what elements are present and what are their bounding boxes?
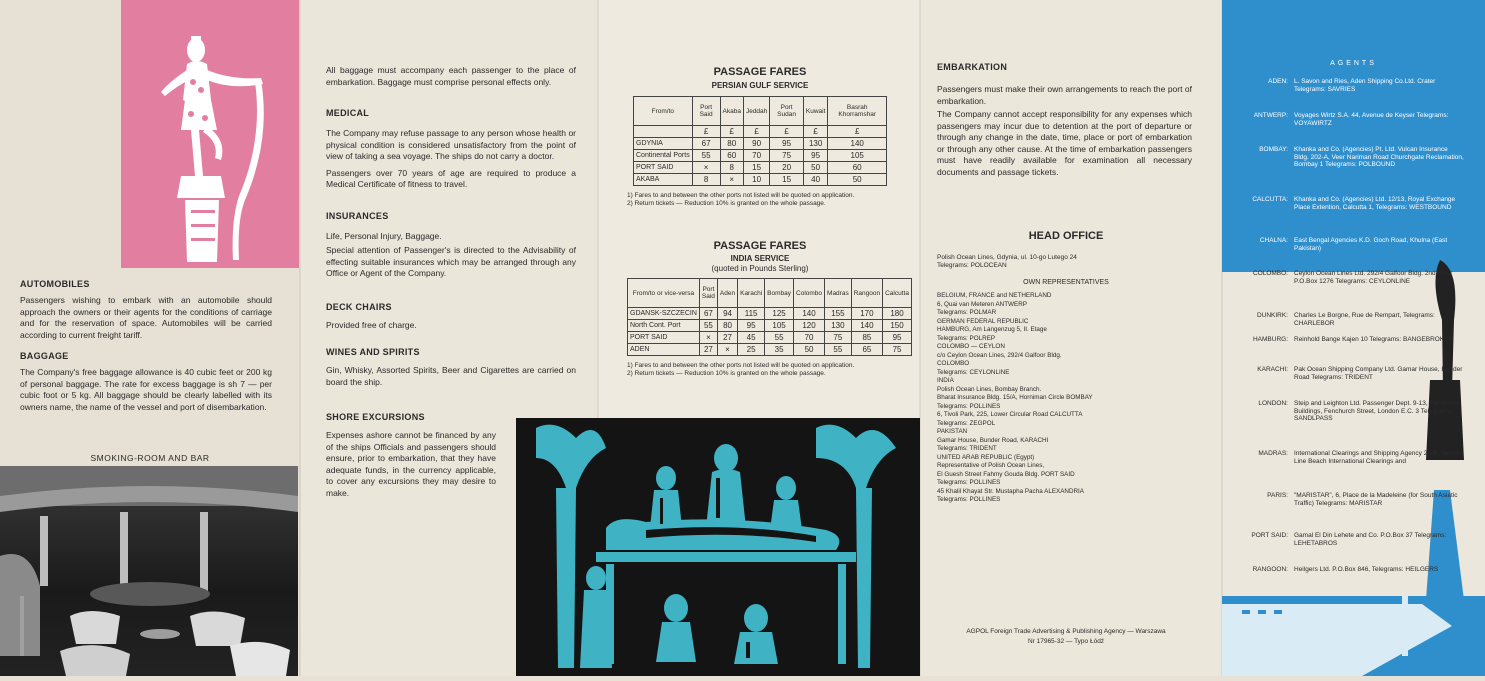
agent-city: CHALNA: (1259, 237, 1288, 244)
gulf-note-1: 1) Fares to and between the other ports not listed will be quoted on application. (627, 192, 855, 199)
fare-cell: 105 (765, 320, 794, 332)
india-fares-section (627, 240, 909, 378)
agent-city: ANTWERP: (1253, 112, 1288, 119)
fare-cell: 75 (883, 344, 912, 356)
table-header-cell: Jeddah (743, 97, 769, 126)
fare-cell: 120 (794, 320, 825, 332)
gulf-fares-subtitle: PERSIAN GULF SERVICE (711, 81, 809, 90)
photo-caption: SMOKING-ROOM AND BAR (90, 453, 210, 463)
table-header-cell: Akaba (720, 97, 743, 126)
fare-cell: × (717, 344, 737, 356)
smoking-room-photo (0, 466, 298, 676)
currency-cell: £ (743, 126, 769, 138)
table-header-cell: Basrah Khorramshar (828, 97, 887, 126)
representative-line: El Guesh Street Fahmy Gouda Bldg. PORT SAID (937, 470, 1075, 478)
fare-cell: 27 (717, 332, 737, 344)
automobiles-heading: AUTOMOBILES (20, 279, 90, 289)
table-header-cell: Rangoon (851, 279, 882, 308)
india-note-2: 2) Return tickets — Reduction 10% is granted on the whole passage. (627, 370, 826, 377)
table-header-cell: Kuwait (803, 97, 828, 126)
ship-mast-silhouette (1420, 260, 1470, 600)
fare-cell: 95 (770, 138, 804, 150)
fare-cell: × (699, 332, 717, 344)
fare-cell: 155 (825, 308, 852, 320)
table-row (628, 344, 912, 356)
representative-line: Polish Ocean Lines, Bombay Branch. (937, 385, 1042, 393)
fare-cell: 8 (692, 174, 720, 186)
representative-line: Gamar House, Bunder Road, KARACHI (937, 436, 1049, 444)
table-row (628, 320, 912, 332)
representative-line: HAMBURG, Am Langenzug 5, II. Etage (937, 326, 1047, 333)
agent-city: CALCUTTA: (1252, 196, 1288, 203)
baggage-intro-text: All baggage must accompany each passenger to the place of embarkation. Baggage must comprise personal effects only. (326, 65, 576, 87)
medical-text-2: Passengers over 70 years of age are required to produce a Medical Certificate of fitness to travel. (326, 167, 576, 189)
wines-heading: WINES AND SPIRITS (326, 347, 420, 357)
representatives-heading: OWN REPRESENTATIVES (1023, 279, 1109, 286)
relief-illustration (516, 418, 920, 676)
fare-cell: 40 (803, 174, 828, 186)
fare-cell: 60 (720, 150, 743, 162)
insurances-heading: INSURANCES (326, 210, 389, 221)
fare-cell: 70 (743, 150, 769, 162)
shore-excursions-heading: SHORE EXCURSIONS (326, 412, 425, 422)
agent-city: PARIS: (1267, 492, 1288, 499)
gulf-fares-section (627, 66, 893, 208)
table-header-cell: Port Said (699, 279, 717, 308)
agent-city: ADEN: (1268, 78, 1288, 85)
footer-line-2: Nr 17965-32 — Typo Łódź (1027, 638, 1105, 645)
agent-details: Khanka and Co. (Agencies) Ltd. 12/13, Royal Exchange Place Extention, Calcutta 1, Telegrams: WESTBOUND (1294, 196, 1456, 211)
fare-cell: 85 (851, 332, 882, 344)
port-cell: GDYNIA (634, 138, 693, 150)
agent-city: KARACHI: (1257, 366, 1288, 373)
fare-cell: 35 (765, 344, 794, 356)
fare-cell: 50 (828, 174, 887, 186)
agent-city: MADRAS: (1258, 450, 1288, 457)
insurances-text-2: Special attention of Passenger's is directed to the Advisability of effecting suitable insurances which may be arranged through any Office or Agent of the Company. (326, 245, 576, 278)
representative-line: 6, Quai van Meteren ANTWERP (937, 300, 1027, 308)
representative-line: Telegrams: TRIDENT (937, 445, 997, 452)
fare-cell: 70 (794, 332, 825, 344)
table-header-cell: Colombo (794, 279, 825, 308)
fare-cell: 67 (699, 308, 717, 320)
fare-cell: 60 (828, 162, 887, 174)
representative-line: PAKISTAN (937, 428, 968, 435)
representative-line: Telegrams: ZEGPOL (937, 419, 996, 427)
dancer-illustration (121, 0, 299, 268)
agent-city: RANGOON: (1252, 566, 1288, 573)
fare-cell: 180 (883, 308, 912, 320)
automobiles-section (20, 279, 272, 413)
fare-cell: 170 (851, 308, 882, 320)
table-header-cell: Aden (717, 279, 737, 308)
fare-cell: 130 (803, 138, 828, 150)
embarkation-text-1: Passengers must make their own arrangements to reach the port of embarkation. (937, 84, 1192, 106)
fare-cell: 15 (743, 162, 769, 174)
fare-cell: 27 (699, 344, 717, 356)
representative-line: Bharat Insurance Bldg. 15/A, Horniman Circle BOMBAY (937, 394, 1093, 401)
table-row (628, 332, 912, 344)
representatives-list (937, 292, 1195, 505)
fare-cell: 8 (720, 162, 743, 174)
currency-cell: £ (828, 126, 887, 138)
fare-cell: 45 (738, 332, 765, 344)
embarkation-section (937, 62, 1192, 178)
head-office-telegrams: Telegrams: POLOCEAN (937, 262, 1007, 269)
fare-cell: 94 (717, 308, 737, 320)
representative-line: COLOMBO (937, 360, 970, 367)
head-office-section (937, 230, 1195, 505)
agent-city: LONDON: (1258, 400, 1288, 407)
representative-line: Telegrams: POLMAR (937, 309, 997, 316)
agent-details: Charles Le Borgne, Rue de Rempart, Telegrams: CHARLEBOR (1294, 312, 1435, 327)
agent-city: DUNKIRK: (1256, 312, 1288, 319)
port-cell: ADEN (628, 344, 700, 356)
embarkation-heading: EMBARKATION (937, 62, 1008, 72)
port-cell: North Cont. Port (628, 320, 700, 332)
automobiles-text: Passengers wishing to embark with an automobile should approach the owners or their agents for the conditions of carriage and for the reservation of space. Automobiles will be carried according to current freight tariff. (20, 295, 272, 340)
agent-details: Steip and Leighton Ltd. Passenger Dept. 9-13, Fenchurch Buildings, Fenchurch Street, London E.C. 3 Telegrams: SANDLPASS (1294, 400, 1461, 422)
representative-line: BELGIUM, FRANCE and NETHERLAND (937, 292, 1052, 299)
insurances-text-1: Life, Personal Injury, Baggage. (326, 230, 442, 241)
fare-cell: 55 (765, 332, 794, 344)
india-fares-subtitle: INDIA SERVICE (730, 254, 790, 263)
embarkation-text-2: The Company cannot accept responsibility for any expenses which passengers may incur due to detention at the port of departure or through any change in the date, time, place or port of embarkation or through any other cause. At the time of embarkation passengers must have readily available for examination all necessary documents and passage tickets. (937, 109, 1192, 177)
fare-cell: 15 (770, 174, 804, 186)
deck-chairs-heading: DECK CHAIRS (326, 301, 392, 312)
table-header-cell: From/to (634, 97, 693, 126)
representative-line: Telegrams: POLLINES (937, 479, 1001, 486)
fare-cell: 95 (883, 332, 912, 344)
table-row (634, 138, 887, 150)
table-header-cell: Karachi (738, 279, 765, 308)
baggage-text: The Company's free baggage allowance is 40 cubic feet or 200 kg of personal baggage. The rate for excess baggage is sh 7 — per cubic foot or 5 kg. All baggage should be clearly labelled with its owners name, the name of the vessel and port of disembarkation. (20, 367, 272, 412)
head-office-heading: HEAD OFFICE (1028, 230, 1104, 242)
agent-details: Heilgers Ltd. P.O.Box 846, Telegrams: HEILGERS (1294, 566, 1439, 573)
currency-cell: £ (803, 126, 828, 138)
agent-city: COLOMBO: (1252, 270, 1288, 277)
representative-line: Representative of Polish Ocean Lines, (937, 462, 1045, 469)
representative-line: GERMAN FEDERAL REPUBLIC (937, 317, 1029, 325)
table-header-cell: Calcutta (883, 279, 912, 308)
india-fares-table (627, 278, 912, 356)
table-row (634, 174, 887, 186)
representative-line: UNITED ARAB REPUBLIC (Egypt) (937, 453, 1035, 461)
fare-cell: 140 (794, 308, 825, 320)
agent-city: HAMBURG: (1252, 336, 1288, 343)
agent-details: Gamal El Din Lehete and Co. P.O.Box 37 Telegrams: LEHETABROS (1294, 532, 1447, 547)
table-header-cell: Port Sudan (770, 97, 804, 126)
agents-blue-band (1222, 0, 1485, 272)
fare-cell: 75 (770, 150, 804, 162)
fare-cell: 80 (720, 138, 743, 150)
baggage-heading: BAGGAGE (20, 351, 69, 361)
fare-cell: 140 (851, 320, 882, 332)
representative-line: INDIA (937, 377, 954, 384)
fare-cell: 105 (828, 150, 887, 162)
table-row (634, 162, 887, 174)
port-cell: AKABA (634, 174, 693, 186)
fare-cell: 65 (851, 344, 882, 356)
agent-details: International Clearings and Shipping Agency 20-B, Second Line Beach International Clearings and (1294, 450, 1464, 465)
shore-excursions-text: Expenses ashore cannot be financed by any of the ships Officials and passengers should ensure, prior to embarkation, that they have adequate funds, in the currency applicable, to cover any excursions they may desire to make. (326, 430, 496, 498)
port-cell: GDANSK-SZCZECIN (628, 308, 700, 320)
port-cell: Continental Ports (634, 150, 693, 162)
fare-cell: 75 (825, 332, 852, 344)
agent-details: East Bengal Agencies K.D. Goch Road, Khulna (East Pakistan) (1294, 237, 1448, 252)
agent-details: Voyages Wirtz S.A. 44, Avenue de Keyser Telegrams: VOYAWIRTZ (1294, 112, 1449, 127)
fare-cell: 140 (828, 138, 887, 150)
agent-details: Pak Ocean Shipping Company Ltd. Gamar House, Bunder Road Telegrams: TRIDENT (1294, 366, 1463, 381)
gulf-fares-title: PASSAGE FARES (713, 66, 807, 78)
fare-cell: 90 (743, 138, 769, 150)
representative-line: Telegrams: CEYLONLINE (937, 368, 1010, 376)
medical-text-1: The Company may refuse passage to any person whose health or physical condition is considered unsatisfactory from the point of view of taking a sea voyage. The ships do not carry a doctor. (326, 128, 576, 161)
agent-details: Reinhold Bange Kajen 10 Telegrams: BANGEBROKER (1294, 336, 1454, 343)
representative-line: Telegrams: POLLINES (937, 402, 1001, 410)
head-office-address: Polish Ocean Lines, Gdynia, ul. 10-go Lutego 24 (937, 254, 1077, 261)
agent-details: "MARISTAR", 6, Place de la Madeleine (for South Asiatic Traffic) Telegrams: MARISTAR (1294, 492, 1458, 507)
ship-illustration (1222, 596, 1485, 676)
agents-heading: AGENTS (1330, 60, 1377, 67)
currency-cell: £ (770, 126, 804, 138)
fare-cell: 50 (794, 344, 825, 356)
india-fares-subtitle-2: (quoted in Pounds Sterling) (711, 264, 809, 273)
port-cell: PORT SAID (634, 162, 693, 174)
fare-cell: 55 (825, 344, 852, 356)
port-cell: PORT SAID (628, 332, 700, 344)
gulf-fares-table (633, 96, 887, 186)
representative-line: c/o Ceylon Ocean Lines, 292/4 Galfoor Bldg. (937, 351, 1062, 359)
fare-cell: 95 (738, 320, 765, 332)
currency-cell: £ (720, 126, 743, 138)
fare-cell: 50 (803, 162, 828, 174)
india-fares-title: PASSAGE FARES (713, 240, 807, 252)
fare-cell: × (720, 174, 743, 186)
fare-cell: 10 (743, 174, 769, 186)
fare-cell: 80 (717, 320, 737, 332)
fare-cell: 67 (692, 138, 720, 150)
gulf-note-2: 2) Return tickets — Reduction 10% is granted on the whole passage. (627, 200, 826, 207)
currency-cell (634, 126, 693, 138)
representative-line: Telegrams: POLREP (937, 334, 996, 342)
representative-line: Telegrams: POLLINES (937, 496, 1001, 503)
fare-cell: 130 (825, 320, 852, 332)
deck-chairs-text: Provided free of charge. (326, 319, 417, 330)
agent-details: Khanka and Co. (Agencies) Pt. Ltd. Vulcan Insurance Bldg. 202-A, Veer Nariman Road Churchgate Reclamation, Bombay 1 Telegrams: POLBOUND (1294, 146, 1464, 168)
agent-details: Ceylon Ocean Lines Ltd. 292/4 Galfoor Bldg. 2nd Floor P.O.Box 1276 Telegrams: CEYLONLINE (1294, 270, 1453, 285)
medical-heading: MEDICAL (326, 108, 370, 118)
agent-city: PORT SAID: (1251, 532, 1288, 539)
fare-cell: 95 (803, 150, 828, 162)
wines-text: Gin, Whisky, Assorted Spirits, Beer and Cigarettes are carried on board the ship. (326, 365, 576, 387)
table-row (634, 150, 887, 162)
table-row (628, 308, 912, 320)
currency-cell: £ (692, 126, 720, 138)
fare-cell: 55 (699, 320, 717, 332)
fare-cell: 55 (692, 150, 720, 162)
representative-line: 6, Tivoli Park, 225, Lower Circular Road CALCUTTA (937, 411, 1083, 418)
agent-details: L. Savon and Ries, Aden Shipping Co.Ltd. Crater Telegrams: SAVRIES (1294, 78, 1436, 93)
representative-line: COLOMBO — CEYLON (937, 343, 1005, 350)
table-header-cell: Madras (825, 279, 852, 308)
footer-line-1: AGPOL Foreign Trade Advertising & Publishing Agency — Warszawa (966, 628, 1166, 635)
table-header-cell: Bombay (765, 279, 794, 308)
india-note-1: 1) Fares to and between the other ports not listed will be quoted on application. (627, 362, 855, 369)
representative-line: 45 Khalil Khayat Str. Mustapha Pacha ALEXANDRIA (937, 487, 1085, 495)
fare-cell: × (692, 162, 720, 174)
fare-cell: 115 (738, 308, 765, 320)
fare-cell: 125 (765, 308, 794, 320)
fold-line (299, 0, 301, 676)
agent-city: BOMBAY: (1259, 146, 1288, 153)
table-header-cell: Port Said (692, 97, 720, 126)
table-header-cell: From/to or vice-versa (628, 279, 700, 308)
fare-cell: 25 (738, 344, 765, 356)
office-footer (937, 628, 1195, 645)
fare-cell: 20 (770, 162, 804, 174)
fare-cell: 150 (883, 320, 912, 332)
